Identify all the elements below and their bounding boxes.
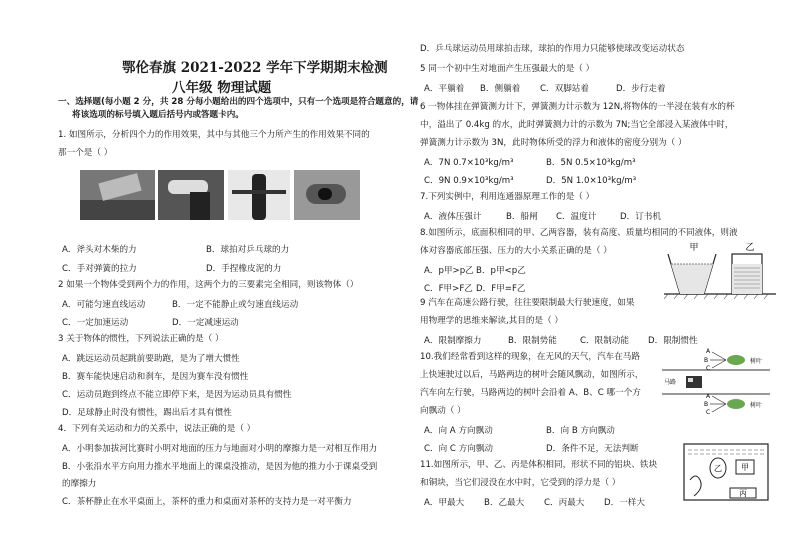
q4-option-b: B．小张沿水平方向用力推水平地面上的课桌没推动，是因为他的推力小于课桌受到 <box>62 462 378 472</box>
q11-text: 11.如图所示，甲、乙、丙是体积相同，形状不同的铝块、铁块 <box>420 460 658 470</box>
q11-label-bing: 丙 <box>739 489 747 498</box>
q10-label-road: 马路 <box>664 379 677 386</box>
q3-text: 3 关于物体的惯性，下列说法正确的是（ ） <box>58 334 224 344</box>
q11-label-yi: 乙 <box>714 464 722 473</box>
q3-option-a: A．跳远运动员起跳前要助跑，是为了增大惯性 <box>62 354 240 364</box>
q7-option-a: A．液体压强计 <box>424 212 482 222</box>
q5-option-a: A．平躺着 <box>424 84 465 94</box>
q10-leaf-bottom-icon <box>727 399 745 409</box>
q9-text: 9 汽车在高速公路行驶，往往要限制最大行驶速度，如果 <box>420 298 635 308</box>
q4-option-a: A．小明参加拔河比赛时小明对地面的压力与地面对小明的摩擦力是一对相互作用力 <box>62 444 378 454</box>
q11-label-jia: 甲 <box>741 463 749 472</box>
q1-option-d: D．手捏橡皮泥的力 <box>206 264 282 274</box>
q8-option-a: A．p甲>p乙 <box>424 266 474 276</box>
q8-label-jia: 甲 <box>689 243 699 253</box>
q9-option-d: D．限制惯性 <box>648 336 698 346</box>
q11-tank <box>684 444 768 500</box>
q10-text: 10.我们经常看到这样的现象，在无风的天气，汽车在马路 <box>420 352 640 362</box>
q3-option-b: B．赛车能快速启动和刹车，是因为赛车没有惯性 <box>62 372 249 382</box>
q4-option-c: C．茶杯静止在水平桌面上，茶杯的重力和桌面对茶杯的支持力是一对平衡力 <box>62 497 352 507</box>
q10-dir-a-top: A <box>706 348 711 355</box>
q6-option-d: D．5N 1.0×10³kg/m³ <box>546 176 637 186</box>
q8-liquid-yi <box>732 264 762 294</box>
q7-option-d: D．订书机 <box>620 212 661 222</box>
q6-option-a: A．7N 0.7×10³kg/m³ <box>424 158 514 168</box>
q10-label-leaf-bottom: 树叶 <box>750 402 763 409</box>
q10-dir-c-bottom: C <box>706 409 711 416</box>
q7-option-b: B．船闸 <box>506 212 538 222</box>
q4-option-d: D．乒乓球运动员用球拍击球，球拍的作用力只能够使球改变运动状态 <box>420 44 685 54</box>
section-heading-cont: 将该选项的标号填入题后括号内或答题卡内。 <box>72 110 244 120</box>
q8-text: 8.如图所示，底面积相同的甲、乙两容器，装有高度、质量均相同的不同液体，则液 <box>420 228 738 238</box>
q8-label-yi: 乙 <box>745 243 755 253</box>
q1-photo-clay <box>294 170 360 220</box>
q8-text-2: 体对容器底部压强、压力的大小关系正确的是（ ） <box>420 246 612 256</box>
q2-text: 2 如果一个物体受到两个力的作用，这两个力的三要素完全相同，则该物体（） <box>58 280 359 290</box>
q2-option-d: D．一定减速运动 <box>172 318 239 328</box>
q11-option-d: D．一样大 <box>604 498 645 508</box>
q7-text: 7.下列实例中，利用连通器原理工作的是（ ） <box>420 192 595 202</box>
q1-text: 1. 如图所示，分析四个力的作用效果，其中与其他三个力所产生的作用效果不同的 <box>58 130 370 140</box>
q5-option-c: C．双脚站着 <box>540 84 589 94</box>
q1-text-cont: 那一个是（ ） <box>58 148 113 158</box>
q10-option-a: A．向 A 方向飘动 <box>424 426 493 436</box>
q10-dir-c-top: C <box>706 365 711 372</box>
q10-dir-b-top: B <box>704 357 709 364</box>
q2-option-c: C．一定加速运动 <box>62 318 129 328</box>
q2-option-b: B．一定不能静止或匀速直线运动 <box>172 300 299 310</box>
q10-dir-a-bottom: A <box>706 393 711 400</box>
q4-option-b-cont: 的摩擦力 <box>62 479 97 489</box>
q6-text: 6 一物体挂在弹簧测力计下，弹簧测力计示数为 12N,将物体的一半浸在装有水的杯 <box>420 102 735 112</box>
q5-option-d: D．步行走着 <box>616 84 666 94</box>
q11-tank-figure <box>680 440 774 504</box>
q9-text-2: 用物理学的思维来解读,其目的是（ ） <box>420 316 563 326</box>
q10-text-4: 向飘动（ ） <box>420 406 466 416</box>
q6-text-3: 弹簧测力计示数为 3N，此时物体所受的浮力和液体的密度分别为（ ） <box>420 138 687 148</box>
q6-text-2: 中，溢出了 0.4kg 的水，此时弹簧测力计的示数为 7N;当它全部浸入某液体中时， <box>420 120 734 130</box>
q5-text: 5 同一个初中生对地面产生压强最大的是（ ） <box>420 64 595 74</box>
q10-dir-b-bottom: B <box>704 401 709 408</box>
q3-option-c: C．运动员跑到终点不能立即停下来，是因为运动员具有惯性 <box>62 390 292 400</box>
q8-option-c: C．F甲>F乙 <box>424 284 473 294</box>
q10-road-figure <box>660 346 772 418</box>
q11-water-lines <box>688 450 764 454</box>
q11-option-a: A．甲最大 <box>424 498 465 508</box>
q1-option-a: A．斧头对木柴的力 <box>62 245 137 255</box>
q10-text-2: 上快速驶过以后，马路两边的树叶会随风飘动，如图所示， <box>420 370 644 380</box>
q11-option-c: C．丙最大 <box>544 498 585 508</box>
q10-option-d: D．条件不足，无法判断 <box>546 444 639 454</box>
q9-option-b: B．限制势能 <box>508 336 557 346</box>
q7-option-c: C．温度计 <box>556 212 597 222</box>
q5-option-b: B．侧躺着 <box>480 84 521 94</box>
q8-option-d: D．F甲=F乙 <box>476 284 526 294</box>
q1-photo-spring <box>228 170 290 220</box>
q10-option-c: C．向 C 方向飘动 <box>424 444 494 454</box>
q2-option-a: A．可能匀速直线运动 <box>62 300 146 310</box>
q6-option-c: C．9N 0.9×10³kg/m³ <box>424 176 514 186</box>
q1-photo-axe <box>80 170 155 220</box>
q10-leaf-top-icon <box>727 355 745 365</box>
section-heading: 一、选择题(每小题 2 分，共 28 分每小题给出的四个选项中，只有一个选项是符合题意的，请 <box>58 97 419 107</box>
q8-containers-figure <box>664 242 776 300</box>
q10-option-b: B．向 B 方向飘动 <box>546 426 615 436</box>
q9-option-c: C．限制动能 <box>580 336 629 346</box>
q1-photo-pingpong <box>158 170 224 220</box>
q10-label-leaf-top: 树叶 <box>750 358 763 365</box>
q10-arrows <box>710 352 726 412</box>
q1-option-b: B．球拍对乒乓球的力 <box>206 245 290 255</box>
q11-wire <box>690 476 701 496</box>
q11-option-b: B．乙最大 <box>484 498 525 508</box>
exam-title: 鄂伦春旗 2021-2022 学年下学期期末检测 <box>122 60 388 76</box>
q8-ground-hatch <box>664 294 768 299</box>
q3-option-d: D．足球静止时没有惯性，踢出后才具有惯性 <box>62 408 232 418</box>
exam-subtitle: 八年级 物理试题 <box>172 80 272 96</box>
q8-liquid-jia <box>671 264 713 294</box>
q11-text-2: 和铜块，当它们浸没在水中时，它受到的浮力是（ ） <box>420 478 621 488</box>
q6-option-b: B．5N 0.5×10³kg/m³ <box>546 158 636 168</box>
q10-text-3: 汽车向左行驶，马路两边的树叶会沿着 A、B、C 哪一个方 <box>420 388 641 398</box>
q8-option-b: B．p甲<p乙 <box>476 266 526 276</box>
q9-option-a: A．限制摩擦力 <box>424 336 482 346</box>
q4-text: 4．下列有关运动和力的关系中，说法正确的是（ ） <box>58 424 256 434</box>
q1-option-c: C．手对弹簧的拉力 <box>62 264 137 274</box>
